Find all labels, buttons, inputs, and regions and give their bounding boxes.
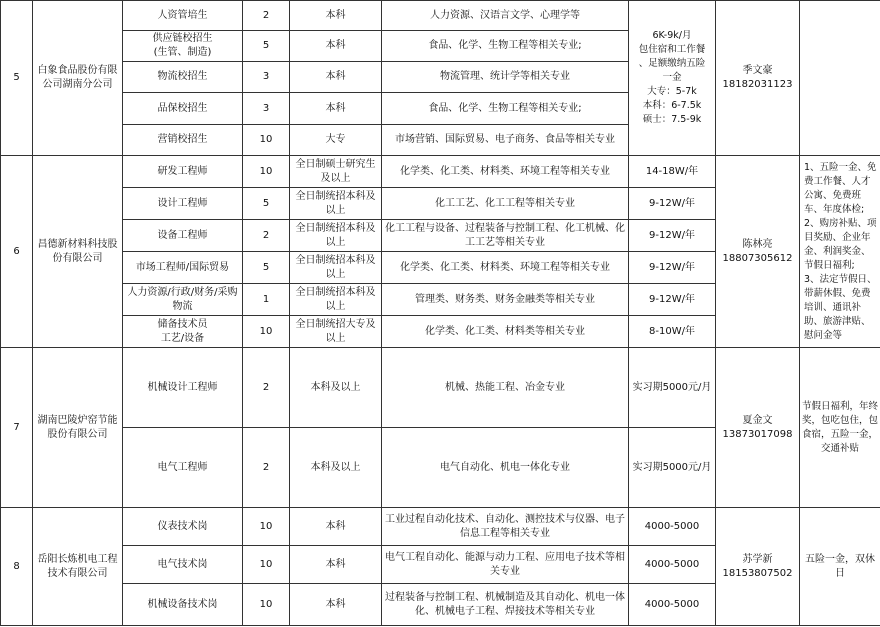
position-count: 10 xyxy=(243,156,290,188)
position-count: 10 xyxy=(243,584,290,626)
position-salary: 4000-5000 xyxy=(629,584,716,626)
position-title: 电气工程师 xyxy=(123,428,243,508)
position-title: 人资管培生 xyxy=(123,1,243,31)
position-salary: 9-12W/年 xyxy=(629,252,716,284)
company-number: 7 xyxy=(1,348,33,508)
position-title: 市场工程师/国际贸易 xyxy=(123,252,243,284)
company-name: 昌德新材料科技股份有限公司 xyxy=(33,156,123,348)
position-salary: 14-18W/年 xyxy=(629,156,716,188)
position-major: 化学类、化工类、材料类、环境工程等相关专业 xyxy=(382,156,629,188)
position-count: 10 xyxy=(243,125,290,156)
position-education: 本科 xyxy=(290,93,382,125)
position-count: 10 xyxy=(243,546,290,584)
contact-info: 陈林亮 18807305612 xyxy=(716,156,800,348)
position-count: 1 xyxy=(243,284,290,316)
position-title: 机械设备技术岗 xyxy=(123,584,243,626)
benefits-info: 1、五险一金、免费工作餐、人才公寓、免费班车、年度体检; 2、购房补贴、项目奖励、企业年金、利润奖金、节假日福利; 3、法定节假日、带薪休假、免费培训、通讯补助、旅游津贴、慰问金等 xyxy=(800,156,880,348)
position-education: 本科 xyxy=(290,62,382,93)
position-major: 电气工程自动化、能源与动力工程、应用电子技术等相关专业 xyxy=(382,546,629,584)
position-major: 机械、热能工程、冶金专业 xyxy=(382,348,629,428)
position-count: 5 xyxy=(243,31,290,62)
position-title: 供应链校招生 (生管、制造) xyxy=(123,31,243,62)
position-title: 物流校招生 xyxy=(123,62,243,93)
company-number: 5 xyxy=(1,1,33,156)
salary-info: 6K-9k/月 包住宿和工作餐 、足额缴纳五险 一金 大专：5-7k 本科：6-7.5k 硕士：7.5-9k xyxy=(629,1,716,156)
position-title: 研发工程师 xyxy=(123,156,243,188)
position-major: 物流管理、统计学等相关专业 xyxy=(382,62,629,93)
position-major: 食品、化学、生物工程等相关专业; xyxy=(382,31,629,62)
position-education: 本科及以上 xyxy=(290,428,382,508)
benefits-info xyxy=(800,1,880,156)
position-major: 市场营销、国际贸易、电子商务、食品等相关专业 xyxy=(382,125,629,156)
contact-info: 苏学新 18153807502 xyxy=(716,508,800,626)
table-row xyxy=(1,156,880,188)
position-count: 2 xyxy=(243,428,290,508)
position-education: 大专 xyxy=(290,125,382,156)
benefits-info: 五险一金，双休日 xyxy=(800,508,880,626)
table-row xyxy=(1,508,880,546)
position-title: 储备技术员 工艺/设备 xyxy=(123,316,243,348)
position-title: 机械设计工程师 xyxy=(123,348,243,428)
position-salary: 4000-5000 xyxy=(629,546,716,584)
position-major: 过程装备与控制工程、机械制造及其自动化、机电一体化、机械电子工程、焊接技术等相关专业 xyxy=(382,584,629,626)
position-count: 2 xyxy=(243,348,290,428)
position-education: 全日制统招本科及以上 xyxy=(290,188,382,220)
company-name: 湖南巴陵炉窑节能股份有限公司 xyxy=(33,348,123,508)
position-salary: 8-10W/年 xyxy=(629,316,716,348)
position-education: 全日制统招本科及以上 xyxy=(290,284,382,316)
table-row xyxy=(1,348,880,428)
position-major: 化工工程与设备、过程装备与控制工程、化工机械、化工工艺等相关专业 xyxy=(382,220,629,252)
position-title: 设备工程师 xyxy=(123,220,243,252)
position-salary: 实习期5000元/月 xyxy=(629,348,716,428)
position-education: 全日制统招本科及以上 xyxy=(290,252,382,284)
position-count: 2 xyxy=(243,1,290,31)
position-salary: 4000-5000 xyxy=(629,508,716,546)
position-count: 3 xyxy=(243,62,290,93)
position-major: 食品、化学、生物工程等相关专业; xyxy=(382,93,629,125)
position-major: 人力资源、汉语言文学、心理学等 xyxy=(382,1,629,31)
position-count: 5 xyxy=(243,188,290,220)
position-education: 全日制硕士研究生及以上 xyxy=(290,156,382,188)
benefits-info: 节假日福利，年终奖，包吃包住，包食宿，五险一金，交通补贴 xyxy=(800,348,880,508)
position-major: 化工工艺、化工工程等相关专业 xyxy=(382,188,629,220)
position-major: 化学类、化工类、材料类、环境工程等相关专业 xyxy=(382,252,629,284)
company-number: 6 xyxy=(1,156,33,348)
position-education: 本科 xyxy=(290,546,382,584)
position-education: 本科及以上 xyxy=(290,348,382,428)
contact-info: 季文豪 18182031123 xyxy=(716,1,800,156)
position-title: 人力资源/行政/财务/采购物流 xyxy=(123,284,243,316)
company-name: 岳阳长炼机电工程技术有限公司 xyxy=(33,508,123,626)
position-title: 品保校招生 xyxy=(123,93,243,125)
position-count: 2 xyxy=(243,220,290,252)
position-count: 5 xyxy=(243,252,290,284)
position-education: 本科 xyxy=(290,31,382,62)
company-number: 8 xyxy=(1,508,33,626)
position-title: 设计工程师 xyxy=(123,188,243,220)
position-count: 10 xyxy=(243,508,290,546)
position-salary: 实习期5000元/月 xyxy=(629,428,716,508)
table-row xyxy=(1,1,880,31)
position-education: 全日制统招大专及以上 xyxy=(290,316,382,348)
position-education: 本科 xyxy=(290,1,382,31)
company-name: 白象食品股份有限公司湖南分公司 xyxy=(33,1,123,156)
position-salary: 9-12W/年 xyxy=(629,284,716,316)
position-major: 工业过程自动化技术、自动化、测控技术与仪器、电子信息工程等相关专业 xyxy=(382,508,629,546)
position-major: 管理类、财务类、财务金融类等相关专业 xyxy=(382,284,629,316)
position-title: 仪表技术岗 xyxy=(123,508,243,546)
position-salary: 9-12W/年 xyxy=(629,220,716,252)
position-title: 电气技术岗 xyxy=(123,546,243,584)
position-count: 3 xyxy=(243,93,290,125)
position-education: 本科 xyxy=(290,508,382,546)
position-education: 本科 xyxy=(290,584,382,626)
position-count: 10 xyxy=(243,316,290,348)
position-major: 化学类、化工类、材料类等相关专业 xyxy=(382,316,629,348)
contact-info: 夏金文 13873017098 xyxy=(716,348,800,508)
position-title: 营销校招生 xyxy=(123,125,243,156)
position-education: 全日制统招本科及以上 xyxy=(290,220,382,252)
position-major: 电气自动化、机电一体化专业 xyxy=(382,428,629,508)
position-salary: 9-12W/年 xyxy=(629,188,716,220)
